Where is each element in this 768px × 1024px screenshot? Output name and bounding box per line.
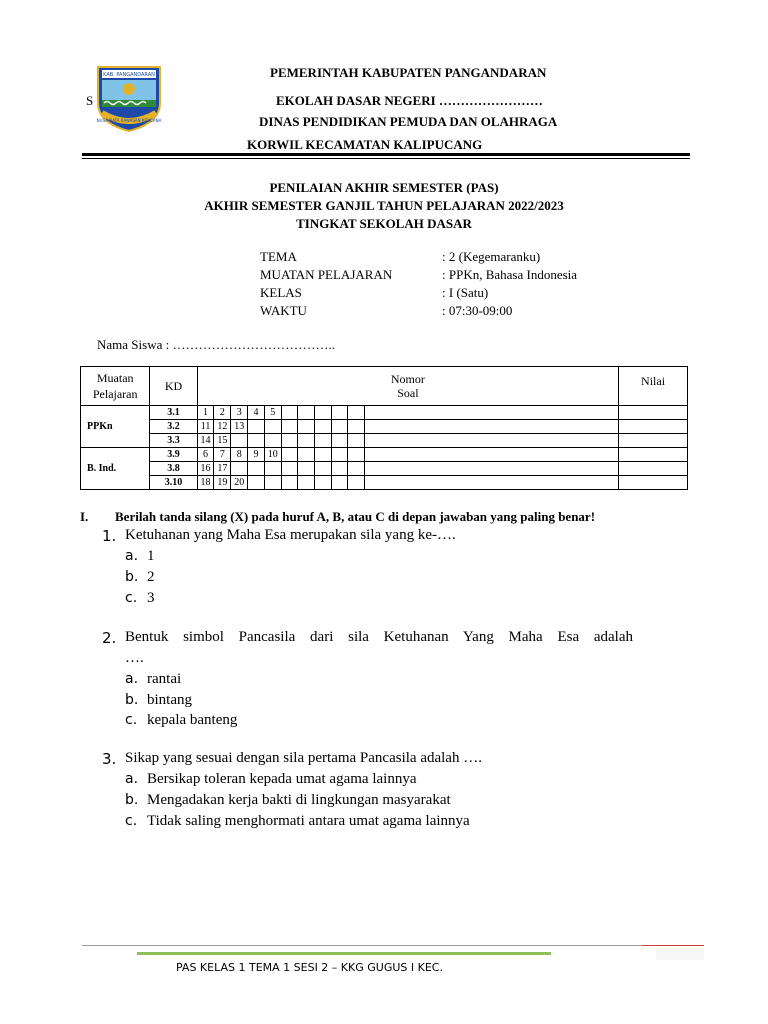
meta-value: : I (Satu) (442, 285, 489, 300)
soal-cell (331, 476, 348, 490)
header-line-3: DINAS PENDIDIKAN PEMUDA DAN OLAHRAGA (259, 114, 558, 129)
footer-corner-shade (656, 948, 704, 960)
nilai-cell (619, 476, 688, 490)
score-table (80, 366, 688, 490)
nilai-cell (619, 434, 688, 448)
soal-cell (331, 448, 348, 462)
svg-text:KAB. PANGANDARAN: KAB. PANGANDARAN (103, 72, 155, 78)
footer-text: PAS KELAS 1 TEMA 1 SESI 2 – KKG GUGUS I KEC. (176, 961, 443, 974)
soal-cell (364, 462, 618, 476)
soal-cell (298, 462, 315, 476)
soal-cell: 20 (231, 476, 248, 490)
soal-cell: 11 (197, 420, 214, 434)
soal-cell (231, 434, 248, 448)
soal-cell (248, 420, 265, 434)
header-rule-thick (82, 153, 690, 156)
soal-cell (348, 434, 365, 448)
soal-cell (331, 462, 348, 476)
header-line-4: KORWIL KECAMATAN KALIPUCANG (247, 137, 483, 152)
question-text: Bentuk simbol Pancasila dari sila Ketuhanan Yang Maha Esa adalah (125, 629, 633, 645)
question-number: 1. (102, 527, 117, 545)
subject-bind: B. Ind. (81, 448, 150, 490)
option-letter[interactable]: c. (125, 590, 138, 606)
soal-cell: 1 (197, 406, 214, 420)
soal-cell (364, 476, 618, 490)
soal-cell: 2 (214, 406, 231, 420)
kd-cell: 3.2 (150, 420, 197, 434)
kd-cell: 3.8 (150, 462, 197, 476)
soal-cell: 8 (231, 448, 248, 462)
soal-cell: 12 (214, 420, 231, 434)
header-line-1: PEMERINTAH KABUPATEN PANGANDARAN (270, 65, 547, 80)
kd-cell: 3.1 (150, 406, 197, 420)
exam-title-1: PENILAIAN AKHIR SEMESTER (PAS) (269, 180, 499, 195)
soal-cell (298, 420, 315, 434)
option-text[interactable]: 1 (147, 548, 155, 564)
soal-cell: 5 (264, 406, 281, 420)
soal-cell (264, 476, 281, 490)
question-number: 2. (102, 629, 117, 647)
kd-cell: 3.3 (150, 434, 197, 448)
soal-cell (281, 420, 298, 434)
soal-cell (248, 462, 265, 476)
kd-cell: 3.10 (150, 476, 197, 490)
soal-cell (314, 462, 331, 476)
nilai-cell (619, 462, 688, 476)
soal-cell (314, 406, 331, 420)
soal-cell (348, 406, 365, 420)
option-letter[interactable]: c. (125, 813, 138, 829)
soal-cell (348, 448, 365, 462)
nilai-cell (619, 406, 688, 420)
header-line-2: EKOLAH DASAR NEGERI …………………… (276, 93, 543, 108)
soal-cell: 10 (264, 448, 281, 462)
footer-rule (82, 945, 642, 946)
soal-cell: 7 (214, 448, 231, 462)
option-text[interactable]: Bersikap toleran kepada umat agama lainnya (147, 771, 417, 787)
header-rule-thin (82, 158, 690, 159)
soal-cell (348, 420, 365, 434)
meta-value: : 07:30-09:00 (442, 303, 513, 318)
option-text[interactable]: Tidak saling menghormati antara umat agama lainnya (147, 813, 470, 829)
soal-cell (248, 476, 265, 490)
exam-title-3: TINGKAT SEKOLAH DASAR (296, 216, 472, 231)
meta-value: : PPKn, Bahasa Indonesia (442, 267, 578, 282)
head-nilai: Nilai (619, 367, 688, 406)
option-letter[interactable]: b. (125, 692, 139, 708)
soal-cell (364, 406, 618, 420)
head-muatan: Muatan Pelajaran (81, 367, 150, 406)
nilai-cell (619, 448, 688, 462)
question-number: 3. (102, 750, 117, 768)
option-text[interactable]: bintang (147, 692, 192, 708)
kd-cell: 3.9 (150, 448, 197, 462)
soal-cell (348, 462, 365, 476)
meta-label: MUATAN PELAJARAN (260, 267, 393, 282)
soal-cell: 4 (248, 406, 265, 420)
soal-cell (298, 448, 315, 462)
soal-cell: 9 (248, 448, 265, 462)
soal-cell: 3 (231, 406, 248, 420)
option-text[interactable]: rantai (147, 671, 182, 687)
soal-cell (281, 462, 298, 476)
meta-label: WAKTU (260, 303, 307, 318)
soal-cell (364, 448, 618, 462)
svg-text:NUSA NATA KAWASAN KENCANA: NUSA NATA KAWASAN KENCANA (96, 118, 162, 123)
option-text[interactable]: Mengadakan kerja bakti di lingkungan masyarakat (147, 792, 451, 808)
soal-cell (331, 434, 348, 448)
question-text: Ketuhanan yang Maha Esa merupakan sila yang ke-…. (125, 527, 456, 543)
soal-cell (281, 476, 298, 490)
soal-cell: 15 (214, 434, 231, 448)
soal-cell (314, 434, 331, 448)
question-text-continued: …. (125, 650, 144, 666)
soal-cell (314, 420, 331, 434)
option-text[interactable]: 2 (147, 569, 155, 585)
soal-cell (364, 420, 618, 434)
section-number: I. (80, 509, 89, 524)
soal-cell (298, 406, 315, 420)
header-line-2-prefix: S (86, 93, 94, 108)
head-kd: KD (150, 367, 197, 406)
soal-cell (298, 476, 315, 490)
soal-cell (231, 462, 248, 476)
soal-cell: 14 (197, 434, 214, 448)
soal-cell: 19 (214, 476, 231, 490)
soal-cell (264, 434, 281, 448)
subject-ppkn: PPKn (81, 406, 150, 448)
student-name-field[interactable]: Nama Siswa : ……………………………….. (97, 337, 335, 352)
meta-label: KELAS (260, 285, 302, 300)
regency-logo (94, 63, 164, 133)
exam-title-2: AKHIR SEMESTER GANJIL TAHUN PELAJARAN 2022/2023 (204, 198, 564, 213)
soal-cell (314, 476, 331, 490)
option-letter[interactable]: a. (125, 671, 139, 687)
soal-cell (281, 406, 298, 420)
soal-cell: 13 (231, 420, 248, 434)
soal-cell (298, 434, 315, 448)
meta-value: : 2 (Kegemaranku) (442, 249, 541, 264)
soal-cell (348, 476, 365, 490)
option-letter[interactable]: a. (125, 771, 139, 787)
soal-cell (331, 420, 348, 434)
soal-cell (331, 406, 348, 420)
question-text: Sikap yang sesuai dengan sila pertama Pancasila adalah …. (125, 750, 482, 766)
nilai-cell (619, 420, 688, 434)
meta-label: TEMA (260, 249, 297, 264)
option-text[interactable]: kepala banteng (147, 712, 238, 728)
soal-cell (281, 434, 298, 448)
soal-cell (314, 448, 331, 462)
soal-cell: 6 (197, 448, 214, 462)
exam-meta (260, 249, 577, 321)
footer-green-bar (137, 952, 551, 955)
soal-cell (264, 462, 281, 476)
soal-cell (281, 448, 298, 462)
footer-rule-accent (642, 945, 704, 946)
option-letter[interactable]: b. (125, 792, 139, 808)
soal-cell: 18 (197, 476, 214, 490)
option-letter[interactable]: b. (125, 569, 139, 585)
soal-cell: 17 (214, 462, 231, 476)
soal-cell: 16 (197, 462, 214, 476)
head-nomor-soal: Nomor Soal (197, 367, 618, 406)
soal-cell (248, 434, 265, 448)
soal-cell (264, 420, 281, 434)
option-letter[interactable]: a. (125, 548, 139, 564)
soal-cell (364, 434, 618, 448)
option-text[interactable]: 3 (147, 590, 155, 606)
option-letter[interactable]: c. (125, 712, 138, 728)
instruction-text: Berilah tanda silang (X) pada huruf A, B, atau C di depan jawaban yang paling benar! (115, 509, 596, 524)
